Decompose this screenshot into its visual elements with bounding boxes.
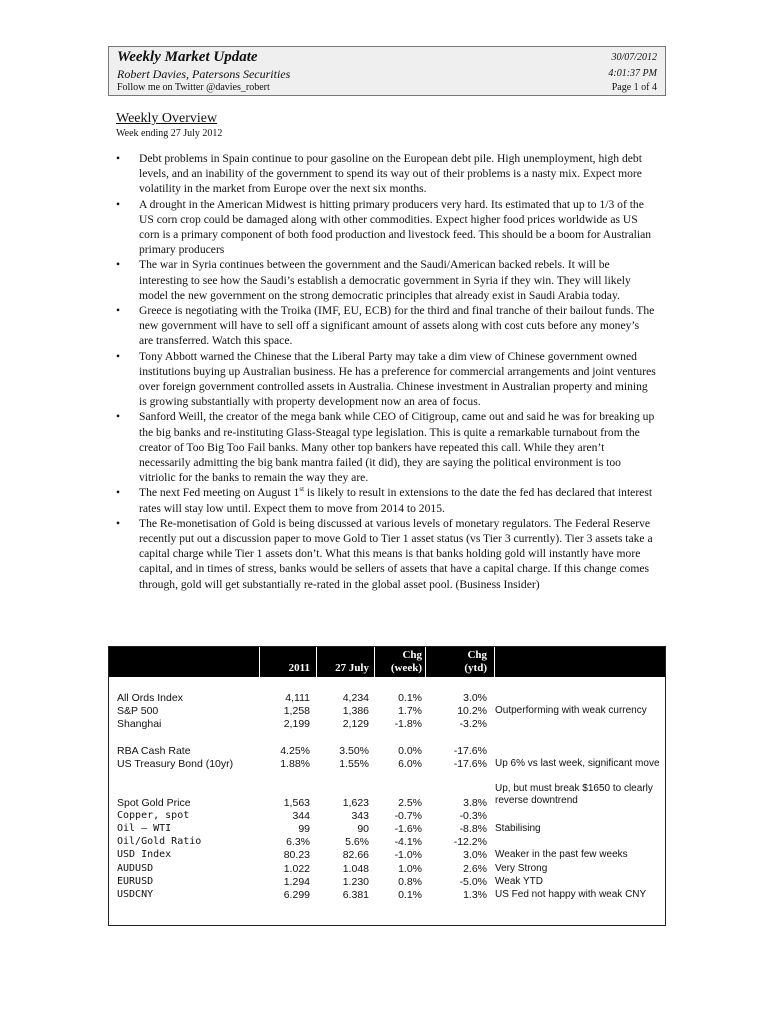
bullet-icon: •	[116, 304, 121, 318]
row-comment: Very Strong	[495, 862, 548, 874]
row-label: AUDUSD	[117, 862, 154, 874]
cell-week-change: 6.0%	[398, 758, 422, 771]
row-label: RBA Cash Rate	[117, 745, 191, 757]
divider	[425, 647, 426, 677]
doc-title: Weekly Market Update	[117, 49, 258, 65]
cell-2011: 1.022	[283, 862, 310, 875]
cell-27july: 82.66	[342, 849, 369, 862]
bullet-item: • The next Fed meeting on August 1st is likely to result in extensions to the date the fed has declared that interest rates will stay low until. Expect them to move from 2014 to 2015.	[116, 485, 653, 515]
cell-week-change: -4.1%	[394, 836, 422, 849]
cell-week-change: 1.0%	[398, 862, 422, 875]
cell-week-change: 0.1%	[398, 888, 422, 901]
cell-27july: 5.6%	[345, 836, 369, 849]
cell-2011: 4,111	[285, 692, 310, 704]
cell-27july: 90	[357, 823, 369, 836]
cell-27july: 1.55%	[339, 758, 369, 771]
row-label: Shanghai	[117, 718, 162, 731]
row-label: S&P 500	[117, 705, 159, 718]
cell-2011: 6.299	[283, 888, 310, 901]
cell-27july: 1,386	[342, 705, 369, 718]
row-label: All Ords Index	[117, 692, 183, 704]
cell-2011: 99	[298, 823, 310, 836]
cell-week-change: 1.7%	[398, 705, 422, 718]
cell-ytd-change: 2.6%	[463, 862, 487, 875]
cell-week-change: 2.5%	[398, 797, 422, 809]
bullet-item: • Debt problems in Spain continue to pour gasoline on the European debt pile. High unemployment, high debt levels, and an inability of the government to spend its way out of their problems is a nasty mix. Expect more volatility in the market from Europe over the next six months.	[116, 152, 642, 196]
row-comment: US Fed not happy with weak CNY	[495, 888, 647, 900]
cell-27july: 2,129	[342, 718, 369, 731]
bullet-item: • The war in Syria continues between the government and the Saudi/American backed rebels. It will be interesting to see how the Saudi’s establish a democratic government in Syria if they win. They will likely model the new government on the strong democratic principles that already exist in Saudi Arabia today.	[116, 258, 631, 302]
cell-week-change: 0.0%	[398, 745, 422, 757]
bullet-icon: •	[116, 152, 121, 165]
col-2011: 2011	[288, 662, 310, 674]
bullet-icon: •	[116, 258, 121, 272]
cell-week-change: -1.6%	[394, 823, 422, 836]
cell-ytd-change: 3.0%	[463, 692, 487, 704]
cell-2011: 1,563	[283, 797, 310, 809]
cell-ytd-change: 3.8%	[463, 797, 487, 809]
cell-week-change: -0.7%	[394, 810, 422, 823]
bullet-item: • Greece is negotiating with the Troika (IMF, EU, ECB) for the third and final tranche of their bailout funds. The new government will have to sell off a significant amount of assets along with cost cuts before any money’s are transferred. Watch this space.	[116, 304, 655, 348]
cell-2011: 80.23	[283, 849, 310, 862]
cell-ytd-change: 3.0%	[463, 849, 487, 862]
cell-27july: 343	[351, 810, 369, 823]
col-27july: 27 July	[335, 662, 369, 674]
cell-27july: 1.048	[342, 862, 369, 875]
divider	[374, 647, 375, 677]
row-label: EURUSD	[117, 875, 154, 887]
cell-week-change: 0.8%	[398, 875, 422, 888]
cell-27july: 1.230	[342, 875, 369, 888]
cell-week-change: -1.0%	[394, 849, 422, 862]
row-label: Oil – WTI	[117, 823, 172, 835]
cell-ytd-change: 1.3%	[463, 888, 487, 901]
cell-ytd-change: -8.8%	[459, 823, 487, 836]
bullet-icon: •	[116, 349, 121, 363]
col-chg-ytd: Chg	[467, 649, 487, 661]
cell-2011: 4.25%	[280, 745, 310, 757]
doc-date: 30/07/2012	[611, 52, 657, 63]
week-ending: Week ending 27 July 2012	[116, 128, 223, 139]
bullet-icon: •	[116, 197, 121, 211]
row-label: USD Index	[117, 849, 172, 861]
row-comment: Weak YTD	[495, 875, 543, 887]
row-label: Copper, spot	[117, 810, 190, 822]
row-label: Oil/Gold Ratio	[117, 836, 202, 848]
document-header	[108, 46, 666, 96]
page-number: Page 1 of 4	[611, 82, 657, 93]
cell-2011: 1,258	[283, 705, 310, 718]
cell-2011: 6.3%	[286, 836, 310, 849]
table-header	[109, 647, 665, 677]
cell-week-change: 0.1%	[398, 692, 422, 704]
row-label: USDCNY	[117, 888, 154, 900]
twitter-handle: Follow me on Twitter @davies_robert	[117, 82, 270, 93]
cell-ytd-change: -17.6%	[453, 745, 487, 757]
bullet-icon: •	[116, 410, 121, 424]
divider	[494, 647, 495, 677]
bullet-list	[116, 151, 656, 592]
cell-ytd-change: -17.6%	[453, 758, 487, 771]
cell-2011: 1.294	[283, 875, 310, 888]
row-comment: Stabilising	[495, 823, 541, 835]
divider	[259, 647, 260, 677]
cell-week-change: -1.8%	[394, 718, 422, 731]
cell-27july: 3.50%	[339, 745, 369, 757]
cell-ytd-change: 10.2%	[457, 705, 487, 718]
row-comment: Weaker in the past few weeks	[495, 849, 628, 861]
bullet-icon: •	[116, 486, 121, 500]
doc-time: 4:01:37 PM	[608, 68, 657, 79]
cell-ytd-change: -0.3%	[459, 810, 487, 823]
cell-27july: 1,623	[342, 797, 369, 809]
row-comment: Up, but must break $1650 to clearly reverse downtrend	[495, 783, 653, 806]
row-comment: Up 6% vs last week, significant move	[495, 758, 660, 770]
cell-27july: 4,234	[342, 692, 369, 704]
cell-27july: 6.381	[342, 888, 369, 901]
bullet-item: • The Re-monetisation of Gold is being discussed at various levels of monetary regulators. The Federal Reserve recently put out a discussion paper to move Gold to Tier 1 asset status (vs Tier 3 currently). Tier 3 assets take a capital charge while Tier 1 assets don’t. What this means is that banks holding gold will instantly have more capital, and in times of stress, banks would be sellers of assets that have a capital charge. If this change comes through, gold will get substantially re-rated in the global asset pool. (Business Insider)	[116, 516, 653, 591]
col-ytd: (ytd)	[464, 662, 487, 674]
cell-ytd-change: -12.2%	[453, 836, 487, 849]
row-label: US Treasury Bond (10yr)	[117, 758, 234, 771]
doc-author: Robert Davies, Patersons Securities	[117, 67, 291, 81]
section-title: Weekly Overview	[116, 111, 218, 126]
cell-ytd-change: -5.0%	[459, 875, 487, 888]
bullet-icon: •	[116, 516, 121, 530]
cell-2011: 344	[292, 810, 310, 823]
cell-2011: 1.88%	[280, 758, 310, 771]
cell-ytd-change: -3.2%	[459, 718, 487, 731]
col-week: (week)	[390, 662, 422, 674]
col-chg-week: Chg	[402, 649, 422, 661]
cell-2011: 2,199	[283, 718, 310, 731]
bullet-item: • Sanford Weill, the creator of the mega bank while CEO of Citigroup, came out and said he was for breaking up the big banks and re-instituting Glass-Steagal type legislation. This is quite a remarkable turnabout from the creator of Too Big Too Fail banks. Many other top bankers have repeated this call. While they aren’t necessarily admitting the big bank mantra failed (it did), they are saying the political environment is too vitriolic for the banks to remain the way they are.	[116, 410, 655, 485]
divider	[316, 647, 317, 677]
market-table	[108, 646, 666, 926]
bullet-item: • A drought in the American Midwest is hitting primary producers very hard. Its estimated that up to 1/3 of the US corn crop could be damaged along with other commodities. Expect higher food prices worldwide as US corn is a primary component of both food production and livestock feed. This should be a boom for Australian primary producers	[116, 197, 652, 257]
bullet-item: • Tony Abbott warned the Chinese that the Liberal Party may take a dim view of Chinese government owned institutions buying up Australian business. He has a preference for commercial arrangements and joint ventures over foreign government controlled assets in Australia. Chinese investment in Australian property and mining is growing substantially with property development now an area of focus.	[116, 349, 656, 409]
row-comment: Outperforming with weak currency	[495, 705, 647, 717]
row-label: Spot Gold Price	[117, 797, 191, 809]
